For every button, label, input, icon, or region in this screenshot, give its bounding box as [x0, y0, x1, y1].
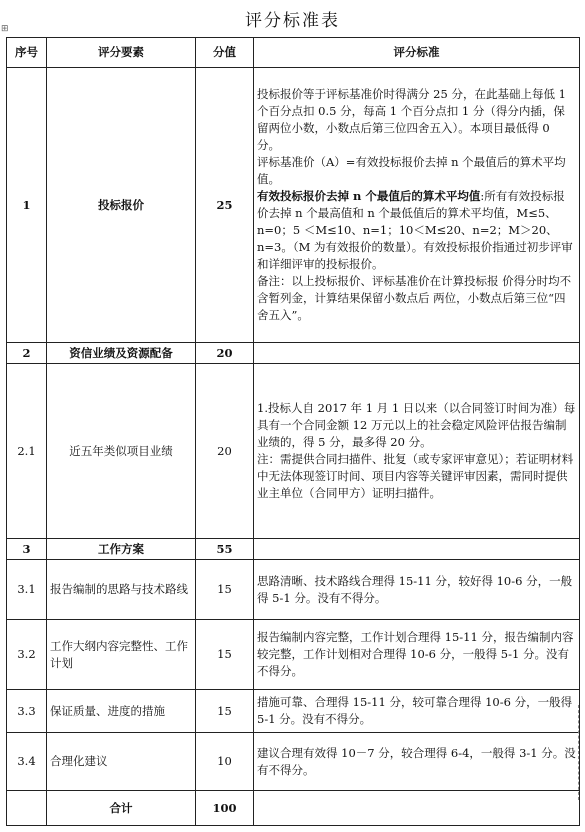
row-score: 15 [196, 560, 254, 620]
row-no: 3.4 [7, 733, 47, 791]
table-row [7, 690, 580, 733]
row-no: 1 [7, 68, 47, 343]
criteria-paragraph: 思路清晰、技术路线合理得 15-11 分，较好得 10-6 分，一般得 5-1 分。没有不得分。 [257, 573, 573, 605]
scoring-table [6, 37, 580, 826]
row-no: 3.2 [7, 620, 47, 690]
criteria-paragraph: 评标基准价（A）=有效投标报价去掉 n 个最值后的算术平均值。 [257, 155, 566, 186]
row-score: 20 [196, 364, 254, 539]
row-no: 3.3 [7, 690, 47, 733]
table-row [7, 620, 580, 690]
row-criteria [254, 343, 580, 364]
row-score: 10 [196, 733, 254, 791]
criteria-paragraph: 备注：以上投标报价、评标基准价在计算投标报 价得分时均不含暂列金，计算结果保留小数点后 两位，小数点后第三位“四舍五入”。 [257, 274, 572, 322]
row-score: 55 [196, 539, 254, 560]
total-no [7, 791, 47, 826]
total-score: 100 [196, 791, 254, 826]
table-row [7, 733, 580, 791]
row-criteria [254, 364, 580, 539]
criteria-bold-term: 有效投标报价去掉 n 个最值后的算术平均值 [257, 189, 481, 203]
row-no: 2.1 [7, 364, 47, 539]
row-factor: 合理化建议 [47, 733, 196, 791]
row-factor: 资信业绩及资源配备 [47, 343, 196, 364]
table-row [7, 539, 580, 560]
row-criteria [254, 560, 580, 620]
row-no: 3.1 [7, 560, 47, 620]
table-row [7, 68, 580, 343]
row-no: 3 [7, 539, 47, 560]
row-score: 25 [196, 68, 254, 343]
total-criteria [254, 791, 580, 826]
row-factor: 工作方案 [47, 539, 196, 560]
header-criteria: 评分标准 [254, 38, 580, 68]
table-row [7, 560, 580, 620]
row-no: 2 [7, 343, 47, 364]
row-factor: 工作大纲内容完整性、工作计划 [47, 620, 196, 690]
row-criteria [254, 620, 580, 690]
row-criteria [254, 539, 580, 560]
table-row [7, 364, 580, 539]
criteria-paragraph: 报告编制内容完整，工作计划合理得 15-11 分，报告编制内容较完整，工作计划相对合理得 10-6 分，一般得 5-1 分。没有不得分。 [257, 630, 574, 678]
criteria-paragraph: 1.投标人自 2017 年 1 月 1 日以来（以合同签订时间为准）每具有一个合同金额 12 万元以上的社会稳定风险评估报告编制业绩的，得 5 分，最多得 20 分。 [257, 401, 576, 449]
header-factor: 评分要素 [47, 38, 196, 68]
criteria-paragraph: 措施可靠、合理得 15-11 分，较可靠合理得 10-6 分，一般得 5-1 分。没有不得分。 [257, 695, 573, 726]
row-score: 15 [196, 620, 254, 690]
table-header-row [7, 38, 580, 68]
page-title: 评分标准表 [245, 11, 340, 31]
criteria-paragraph: 注：需提供合同扫描件、批复（或专家评审意见）；若证明材料中无法体现签订时间、项目内容等关键评审因素，需同时提供业主单位（合同甲方）证明扫描件。 [257, 452, 574, 500]
row-factor: 近五年类似项目业绩 [47, 364, 196, 539]
table-row [7, 343, 580, 364]
criteria-paragraph: 建议合理有效得 10－7 分，较合理得 6-4，一般得 3-1 分。没有不得分。 [257, 745, 576, 777]
page-edge-divider [578, 705, 580, 800]
criteria-bold-definition: :所有有效投标报价去掉 n 个最高值和 n 个最低值后的算术平均值，M≤5、n=0；5 ＜M≤10、n=1；10＜M≤20、n=2；M＞20、n=3。（M 为有效报价的数量）。有效投标报价指通过初步评审和详细评审的投标报价。 [257, 189, 573, 271]
row-criteria [254, 733, 580, 791]
criteria-paragraph [257, 188, 576, 273]
total-row [7, 791, 580, 826]
row-factor: 投标报价 [47, 68, 196, 343]
row-score: 20 [196, 343, 254, 364]
row-factor: 报告编制的思路与技术路线 [47, 560, 196, 620]
row-factor: 保证质量、进度的措施 [47, 690, 196, 733]
total-label: 合计 [47, 791, 196, 826]
row-score: 15 [196, 690, 254, 733]
row-criteria [254, 68, 580, 343]
header-score: 分值 [196, 38, 254, 68]
row-criteria [254, 690, 580, 733]
criteria-paragraph: 投标报价等于评标基准价时得满分 25 分，在此基础上每低 1 个百分点扣 0.5 分，每高 1 个百分点扣 1 分（得分内插，保留两位小数，小数点后第三位四舍五入）。本项目最低得 0 分。 [257, 87, 566, 152]
header-no: 序号 [7, 38, 47, 68]
table-move-handle-icon[interactable]: ⊞ [1, 24, 9, 34]
